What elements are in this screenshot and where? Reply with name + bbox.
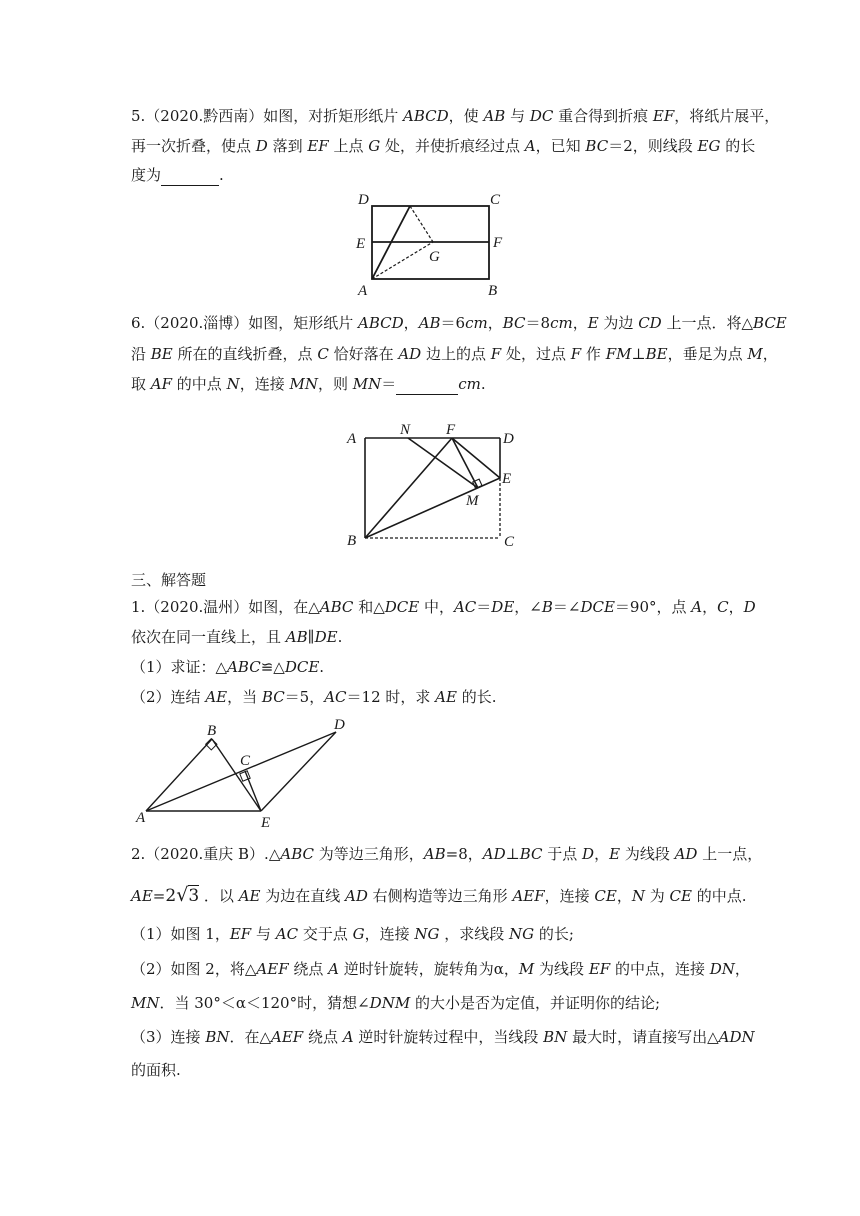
q5-line-3: 度为 . [131,166,224,184]
q6-line-3: 取 AF 的中点 N，连接 MN，则 MN＝ cm. [131,375,486,393]
label-A: A [358,283,368,299]
p2-line-6: （3）连接 BN．在△AEF 绕点 A 逆时针旋转过程中，当线段 BN 最大时，请直接写出△ADN [131,1028,755,1046]
label-C: C [504,534,515,550]
label-E: E [502,471,512,487]
answer-blank [396,374,458,395]
label-N: N [400,422,411,438]
p1-line-2: 依次在同一直线上，且 AB∥DE. [131,628,343,646]
label-B: B [207,723,217,739]
label-C: C [240,753,251,769]
p1-line-3: （1）求证：△ABC≌△DCE. [131,658,325,676]
p2-line-1: 2.（2020.重庆 B）.△ABC 为等边三角形，AB=8，AD⊥BC 于点 D，E 为线段 AD 上一点， [131,845,763,863]
label-D: D [503,431,514,447]
q6-line-1: 6.（2020.淄博）如图，矩形纸片 ABCD，AB＝6cm，BC＝8cm，E 为边 CD 上一点．将△BCE [131,314,787,332]
label-B: B [488,283,498,299]
label-A: A [347,431,357,447]
p2-line-2: AE=2√3 ．以 AE 为边在直线 AD 右侧构造等边三角形 AEF，连接 CE，N 为 CE 的中点. [131,884,747,906]
q6-line-2: 沿 BE 所在的直线折叠，点 C 恰好落在 AD 边上的点 F 处，过点 F 作 FM⊥BE，垂足为点 M， [131,345,778,363]
answer-blank [161,165,219,186]
label-D: D [334,717,345,733]
p2-line-7: 的面积. [131,1061,181,1079]
p2-line-4: （2）如图 2，将△AEF 绕点 A 逆时针旋转，旋转角为α，M 为线段 EF 的中点，连接 DN， [131,960,750,978]
q5-line-1: 5.（2020.黔西南）如图，对折矩形纸片 ABCD，使 AB 与 DC 重合得到折痕 EF，将纸片展平， [131,107,780,125]
q5-line-2: 再一次折叠，使点 D 落到 EF 上点 G 处，并使折痕经过点 A，已知 BC＝2，则线段 EG 的长 [131,137,756,155]
label-B: B [347,533,357,549]
label-E: E [356,236,366,252]
section-title: 三、解答题 [131,571,207,589]
p2-line-3: （1）如图 1，EF 与 AC 交于点 G，连接 NG ，求线段 NG 的长; [131,925,574,943]
label-A: A [136,810,146,826]
label-F: F [493,235,503,251]
p1-line-4: （2）连结 AE，当 BC＝5，AC＝12 时，求 AE 的长. [131,688,497,706]
label-F: F [446,422,456,438]
sqrt-expression: 2√3 [165,884,200,906]
p2-line-5: MN．当 30°＜α＜120°时，猜想∠DNM 的大小是否为定值，并证明你的结论; [131,994,661,1012]
q6-figure-rectangle-fold [340,418,530,552]
label-D: D [358,192,369,208]
p1-figure-triangles [130,714,360,832]
label-G: G [429,249,440,265]
q5-figure-rectangle-fold [350,188,520,300]
label-M: M [466,493,479,509]
label-E: E [261,815,271,831]
p1-line-1: 1.（2020.温州）如图，在△ABC 和△DCE 中，AC＝DE，∠B＝∠DCE＝90°，点 A，C，D [131,598,756,616]
label-C: C [490,192,501,208]
